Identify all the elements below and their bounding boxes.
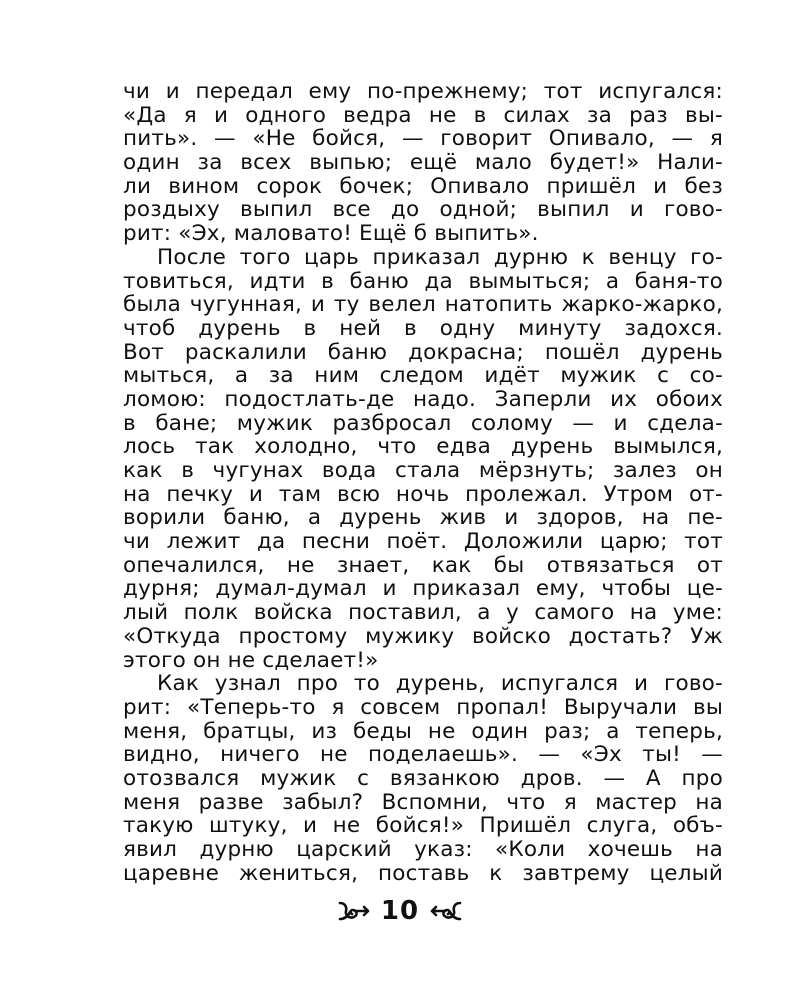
text-line: царевне жениться, поставь к завтрему целый — [123, 860, 723, 886]
paragraph — [123, 672, 723, 885]
text-line: рит: «Теперь-то я совсем пропал! Выручали вы — [123, 694, 723, 720]
text-line: явил дурню царский указ: «Коли хочешь на — [123, 837, 723, 862]
text-line: мыться, а за ним следом идёт мужик с со- — [123, 363, 723, 389]
text-line: Как узнал про то дурень, испугался и гово- — [157, 671, 723, 697]
text-line: в бане; мужик разбросал солому — и сдела- — [123, 410, 723, 436]
text-line: После того царь приказал дурню к венцу го- — [157, 244, 723, 270]
paragraph — [123, 80, 723, 246]
text-line: один за всех выпью; ещё мало будет!» Нали- — [123, 150, 723, 176]
text-line: на печку и там всю ночь пролежал. Утром от- — [123, 481, 723, 507]
text-line: Вот раскалили баню докрасна; пошёл дурень — [123, 339, 723, 365]
text-line: меня разве забыл? Вспомни, что я мастер на — [123, 789, 723, 815]
page-folio — [0, 893, 800, 929]
text-line: дурня; думал-думал и приказал ему, чтобы це- — [123, 576, 723, 602]
text-line: такую штуку, и не бойся!» Пришёл слуга, объ- — [123, 813, 723, 839]
text-line: этого он не сделает!» — [123, 647, 379, 673]
text-line: лось так холодно, что едва дурень вымылся, — [123, 434, 723, 460]
text-line: ломою: подостлать-де надо. Заперли их обоих — [123, 386, 723, 412]
text-line: была чугунная, и ту велел натопить жарко-жарко, — [123, 292, 723, 318]
page-number: 10 — [380, 896, 420, 926]
left-flourish-icon — [337, 899, 371, 923]
text-line: как в чугунах вода стала мёрзнуть; залез он — [123, 458, 723, 483]
text-line: видно, ничего не поделаешь». — «Эх ты! — — [123, 742, 723, 768]
right-flourish-icon — [429, 899, 463, 923]
text-line: роздыху выпил все до одной; выпил и гово- — [123, 197, 723, 223]
text-line: лый полк войска поставил, а у самого на уме: — [123, 600, 723, 626]
text-line: отозвался мужик с вязанкою дров. — А про — [123, 765, 723, 791]
text-line: рит: «Эх, маловато! Ещё б выпить». — [123, 221, 539, 247]
text-line: «Откуда простому мужику войско достать? Уж — [123, 623, 723, 649]
paragraph — [123, 246, 723, 672]
text-line: чи лежит да песни поёт. Доложили царю; тот — [123, 529, 723, 555]
text-line: меня, братцы, из беды не один раз; а теперь, — [123, 718, 723, 744]
text-line: ли вином сорок бочек; Опивало пришёл и без — [123, 173, 723, 199]
body-text — [123, 80, 723, 885]
text-line: пить». — «Не бойся, — говорит Опивало, — я — [123, 126, 723, 152]
text-line: чи и передал ему по-прежнему; тот испугался: — [123, 79, 723, 104]
text-line: «Да я и одного ведра не в силах за раз вы- — [123, 102, 723, 128]
text-line: ворили баню, а дурень жив и здоров, на пе- — [123, 505, 723, 531]
text-line: товиться, идти в баню да вымыться; а баня-то — [123, 268, 723, 294]
text-line: чтоб дурень в ней в одну минуту задохся. — [123, 315, 723, 341]
text-line: опечалился, не знает, как бы отвязаться от — [123, 552, 723, 578]
